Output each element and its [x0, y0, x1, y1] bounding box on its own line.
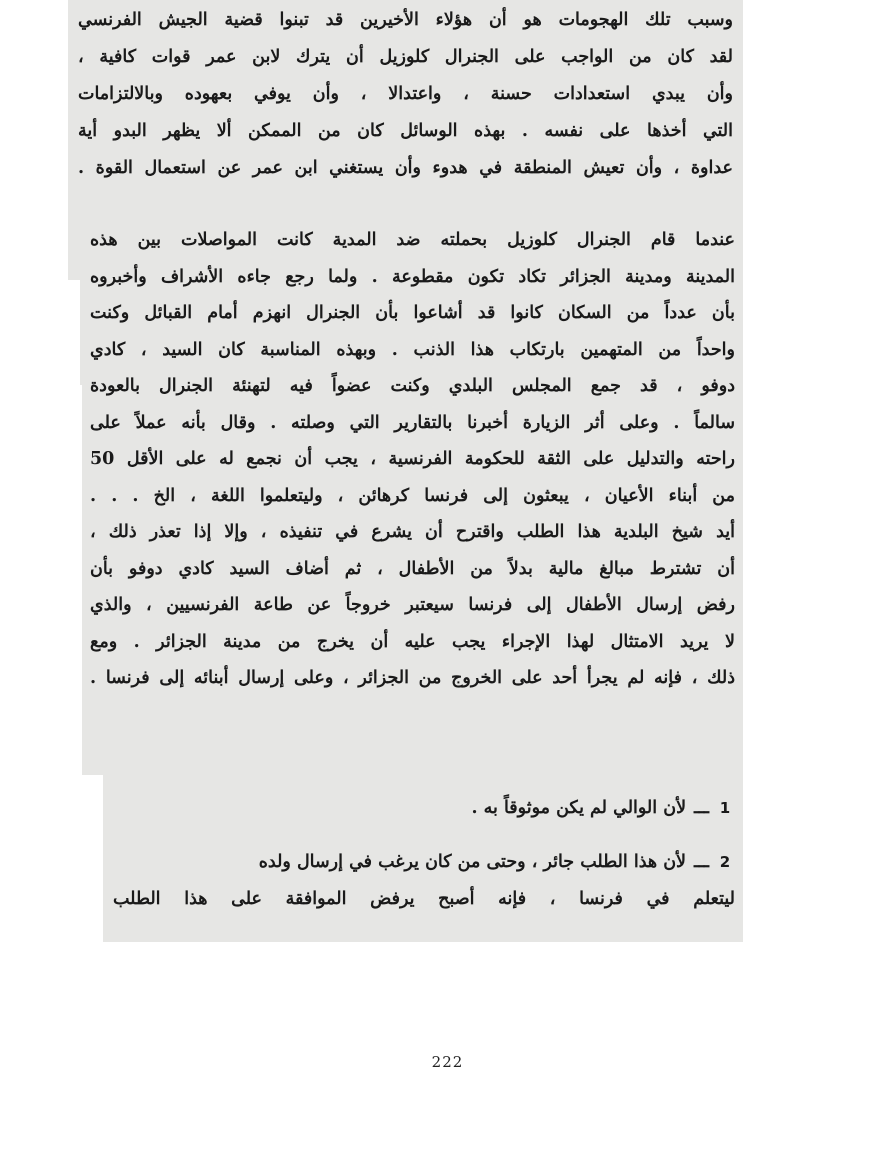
text-line: أن تشترط مبالغ مالية بدلاً من الأطفال ، ثم أضاف السيد كادي دوفو بأن: [90, 558, 735, 579]
text-line: راحته والتدليل على الثقة للحكومة الفرنسية ، يجب أن نجمع له على الأقل 50: [90, 449, 735, 469]
paragraph-2: [90, 222, 735, 697]
footnote-2: [105, 844, 735, 881]
footnote-text: لأن الوالي لم يكن موثوقاً به .: [471, 798, 687, 818]
text-line: بأن عدداً من السكان كانوا قد أشاعوا بأن الجنرال انهزم أمام القبائل وكنت: [90, 303, 735, 323]
text-line: وسبب تلك الهجومات هو أن هؤلاء الأخيرين قد تبنوا قضية الجيش الفرنسي: [78, 10, 733, 30]
text-line: لا يريد الامتثال لهذا الإجراء يجب عليه أن يخرج من مدينة الجزائر . ومع: [90, 631, 735, 652]
footnote-number: 2: [719, 853, 731, 871]
text-line: عداوة ، وأن تعيش المنطقة في هدوء وأن يستغني ابن عمر عن استعمال القوة .: [78, 158, 733, 178]
text-line: من أبناء الأعيان ، يبعثون إلى فرنسا كرهائن ، وليتعلموا اللغة ، الخ . . .: [90, 485, 735, 506]
footnotes: [105, 790, 735, 918]
footnote-continuation: ليتعلم في فرنسا ، فإنه أصبح يرفض الموافقة على هذا الطلب: [113, 889, 735, 909]
footnote-dash: ـــ: [694, 852, 709, 872]
text-line: رفض إرسال الأطفال إلى فرنسا سيعتبر خروجاً عن طاعة الفرنسيين ، والذي: [90, 595, 735, 615]
text-line: أيد شيخ البلدية هذا الطلب واقترح أن يشرع في تنفيذه ، وإلا إذا تعذر ذلك ،: [90, 522, 735, 542]
footnote-text: لأن هذا الطلب جائر ، وحتى من كان يرغب في إرسال ولده: [258, 852, 687, 872]
page-number: 222: [431, 1053, 464, 1071]
text-line: سالماً . وعلى أثر الزيارة أخبرنا بالتقارير التي وصلته . وقال بأنه عملاً على: [90, 412, 735, 433]
footnote-dash: ـــ: [694, 798, 709, 818]
paragraph-1: [78, 2, 733, 187]
text-line: التي أخذها على نفسه . بهذه الوسائل كان من الممكن ألا يظهر البدو أية: [78, 121, 733, 141]
footnote-1: [105, 790, 735, 827]
text-line: المدينة ومدينة الجزائر تكاد تكون مقطوعة . ولما رجع جاءه الأشراف وأخبروه: [90, 266, 735, 287]
text-line: ذلك ، فإنه لم يجرأ أحد على الخروج من الجزائر ، وعلى إرسال أبنائه إلى فرنسا .: [90, 668, 735, 688]
text-line: دوفو ، قد جمع المجلس البلدي وكنت عضواً فيه لتهنئة الجنرال بالعودة: [90, 376, 735, 396]
text-line: عندما قام الجنرال كلوزيل بحملته ضد المدية كانت المواصلات بين هذه: [90, 230, 735, 250]
footnote-number: 1: [719, 799, 731, 817]
text-line: واحداً من المتهمين بارتكاب هذا الذنب . وبهذه المناسبة كان السيد ، كادي: [90, 339, 735, 360]
text-line: لقد كان من الواجب على الجنرال كلوزيل أن يترك لابن عمر قوات كافية ،: [78, 47, 733, 67]
text-line: وأن يبدي استعدادات حسنة ، واعتدالا ، وأن يوفي بعهوده وبالالتزامات: [78, 84, 733, 104]
